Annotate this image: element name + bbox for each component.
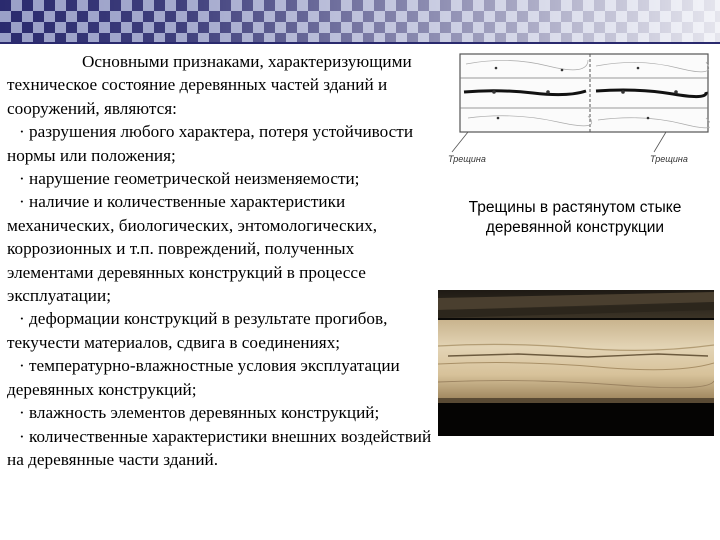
- header-divider: [0, 42, 720, 44]
- main-text-block: [7, 50, 439, 471]
- list-item: · температурно-влажностные условия эксплуатации деревянных конструкций;: [7, 356, 400, 399]
- joint-crack-diagram: [438, 46, 710, 170]
- list-item: · нарушение геометрической неизменяемости;: [19, 169, 360, 189]
- intro-paragraph: Основными признаками, характеризующими техническое состояние деревянных частей зданий и сооружений, являются:: [7, 52, 412, 118]
- header-checker-pattern: [0, 0, 720, 42]
- crack-label-left: Трещина: [448, 154, 486, 164]
- list-item: · наличие и количественные характеристики механических, биологических, энтомологических, коррозионных и т.п. повреждений, полученных элементами деревянных конструкций в процессе эксплуатации;: [7, 192, 378, 306]
- crack-label-right: Трещина: [650, 154, 688, 164]
- list-item: · количественные характеристики внешних воздействий на деревянные части зданий.: [7, 426, 432, 469]
- list-item: · деформации конструкций в результате прогибов, текучести материалов, сдвига в соединениях;: [7, 309, 388, 352]
- figure-caption: Трещины в растянутом стыке деревянной конструкции: [468, 199, 682, 236]
- timber-beam-photo: [438, 290, 714, 436]
- list-item: · разрушения любого характера, потеря устойчивости нормы или положения;: [7, 122, 414, 165]
- list-item: · влажность элементов деревянных конструкций;: [19, 403, 380, 423]
